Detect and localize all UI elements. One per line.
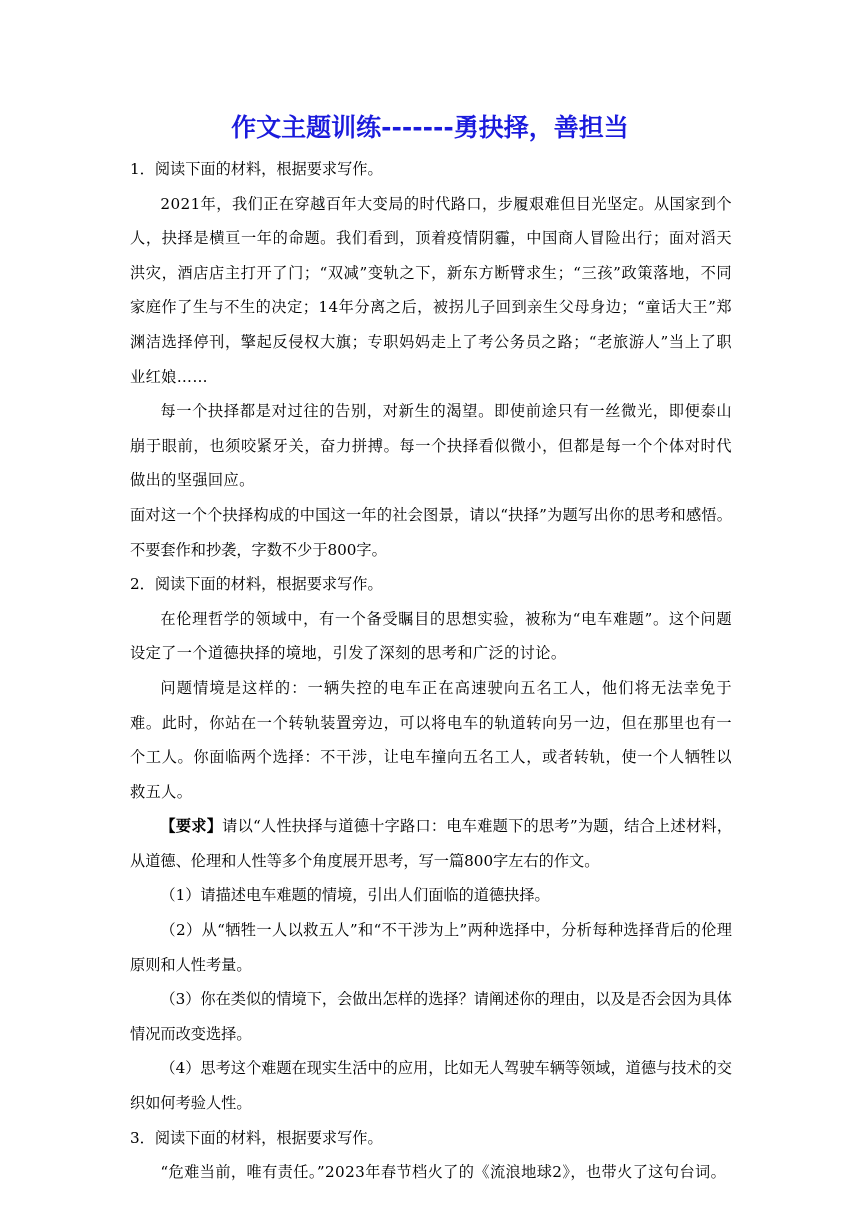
question-2-material-paragraph-1: 在伦理哲学的领域中，有一个备受瞩目的思想实验，被称为“电车难题”。这个问题设定了一个道德抉择的境地，引发了深刻的思考和广泛的讨论。 [130, 609, 732, 663]
question-2-requirement [130, 809, 732, 878]
question-2-item-4: （4）思考这个难题在现实生活中的应用，比如无人驾驶车辆等领域，道德与技术的交织如何考验人性。 [130, 1059, 732, 1113]
question-2-item-3: （3）你在类似的情境下，会做出怎样的选择？请阐述你的理由，以及是否会因为具体情况而改变选择。 [130, 990, 732, 1043]
question-3-material-paragraph-1: “危难当前，唯有责任。”2023年春节档火了的《流浪地球2》，也带火了这句台词。 [160, 1163, 727, 1182]
requirement-label: 【要求】 [160, 817, 223, 836]
question-2-item-2: （2）从“牺牲一人以救五人”和“不干涉为上”两种选择中，分析每种选择背后的伦理原则和人性考量。 [130, 921, 732, 974]
document-title: 作文主题训练-------勇抉择，善担当 [231, 113, 629, 142]
question-1-material-paragraph-2: 每一个抉择都是对过往的告别，对新生的渴望。即使前途只有一丝微光，即便泰山崩于眼前，也须咬紧牙关，奋力拼搏。每一个抉择看似微小，但都是每一个个体对时代做出的坚强回应。 [130, 402, 732, 490]
question-2-item-1: （1）请描述电车难题的情境，引出人们面临的道德抉择。 [160, 886, 550, 905]
question-3-heading: 3．阅读下面的材料，根据要求写作。 [130, 1128, 383, 1147]
requirement-text: 请以“人性抉择与道德十字路口：电车难题下的思考”为题，结合上述材料，从道德、伦理和人性等多个角度展开思考，写一篇800字左右的作文。 [130, 817, 733, 870]
question-1-instruction: 面对这一个个抉择构成的中国这一年的社会图景，请以“抉择”为题写出你的思考和感悟。不要套作和抄袭，字数不少于800字。 [130, 505, 732, 559]
document-body [130, 152, 732, 1190]
question-2-material-paragraph-2: 问题情境是这样的：一辆失控的电车正在高速驶向五名工人，他们将无法幸免于难。此时，你站在一个转轨装置旁边，可以将电车的轨道转向另一边，但在那里也有一个工人。你面临两个选择：不干涉，让电车撞向五名工人，或者转轨，使一个人牺牲以救五人。 [130, 678, 732, 801]
question-1-heading: 1．阅读下面的材料，根据要求写作。 [130, 160, 383, 178]
question-1-material-paragraph-1: 2021年，我们正在穿越百年大变局的时代路口，步履艰难但目光坚定。从国家到个人，抉择是横亘一年的命题。我们看到，顶着疫情阴霾，中国商人冒险出行；面对滔天洪灾，酒店店主打开了门；“双减”变轨之下，新东方断臂求生；“三孩”政策落地，不同家庭作了生与不生的决定；14年分离之后，被拐儿子回到亲生父母身边；“童话大王”郑渊洁选择停刊，擎起反侵权大旗；专职妈妈走上了考公务员之路；“老旅游人”当上了职业红娘…… [130, 194, 732, 386]
question-2-heading: 2．阅读下面的材料，根据要求写作。 [130, 575, 383, 594]
